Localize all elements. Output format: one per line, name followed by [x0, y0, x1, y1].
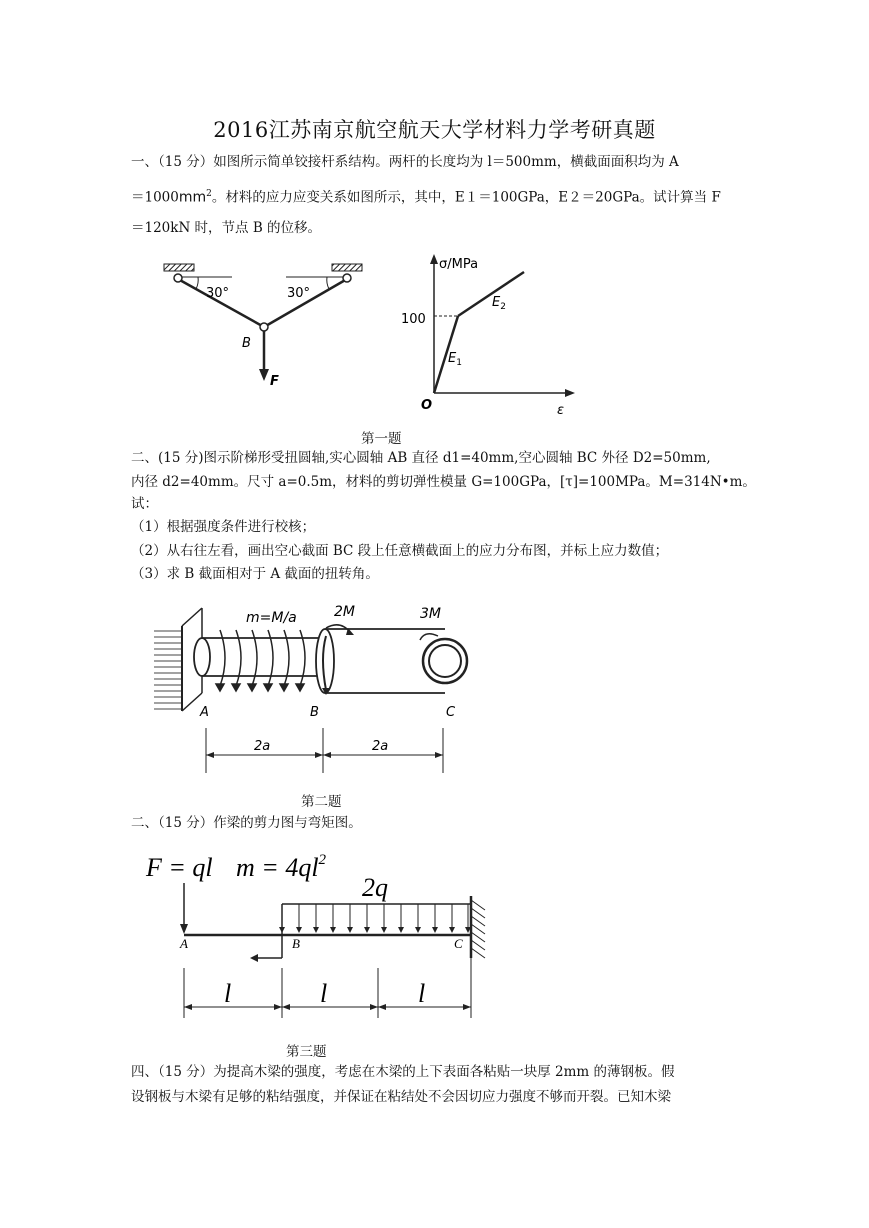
label-a: A [200, 705, 209, 720]
q2-item3: （3）求 B 截面相对于 A 截面的扭转角。 [131, 566, 379, 582]
distributed-load [282, 904, 468, 931]
force-label: F [270, 374, 279, 389]
q2-caption: 第二题 [301, 794, 342, 810]
label-a: A [180, 936, 188, 951]
label-b: B [310, 705, 319, 720]
shaft-figure [150, 598, 480, 783]
fixed-wall [471, 900, 485, 958]
moment-c-label: 3M [420, 606, 441, 622]
q1-line1: 一、（15 分）如图所示简单铰接杆系结构。两杆的长度均为 l＝500mm，横截面面积均为 A [131, 154, 679, 170]
page-title: 2016江苏南京航空航天大学材料力学考研真题 [213, 118, 656, 142]
e2-segment [458, 272, 524, 316]
truss-figure [150, 255, 370, 400]
moment-label: $m = 4ql^2$ [236, 852, 327, 882]
q2-line2: 内径 d2=40mm。尺寸 a=0.5m，材料的剪切弹性模量 G=100GPa，[τ]=100MPa。M=314N•m。 [131, 474, 756, 490]
pin-left [174, 274, 182, 282]
right-support [332, 264, 362, 271]
y-value-label: 100 [401, 312, 426, 327]
dim-3: l [418, 979, 426, 1008]
force-arrowhead [259, 369, 269, 381]
load-label: 2q [362, 873, 388, 902]
force-label: F = ql [146, 853, 213, 882]
label-c: C [446, 705, 456, 720]
dist-load-label: m=M/a [246, 610, 297, 626]
q2-line3: 试： [131, 496, 158, 512]
pin-b [260, 323, 268, 331]
q4-line2: 设钢板与木梁有足够的粘结强度，并保证在粘结处不会因切应力强度不够而开裂。已知木梁 [131, 1089, 671, 1105]
q1-caption: 第一题 [361, 431, 402, 447]
stress-strain-figure [395, 248, 585, 420]
moment-c-arrow [420, 634, 438, 640]
q1-line3: ＝120kN 时，节点 B 的位移。 [131, 220, 322, 236]
q1-unit: mm [178, 189, 207, 206]
pin-right [343, 274, 351, 282]
x-axis-label: ε [557, 403, 565, 418]
angle-left-label: 30° [206, 286, 230, 301]
q2-item2: （2）从右往左看，画出空心截面 BC 段上任意横截面上的应力分布图，并标上应力数值； [131, 543, 669, 559]
q2-item1: （1）根据强度条件进行校核； [131, 519, 316, 535]
origin-label: O [421, 398, 433, 413]
label-c: C [454, 936, 463, 951]
dim-1: 2a [254, 739, 271, 754]
force-arrow [180, 924, 188, 934]
q1-line2a: ＝1000 [131, 189, 179, 206]
beam-figure [140, 838, 510, 1028]
shaft-bc-c-inner [429, 645, 461, 677]
distributed-torque [216, 630, 305, 691]
q4-line1: 四、（15 分）为提高木梁的强度，考虑在木梁的上下表面各粘贴一块厚 2mm 的薄钢板。假 [131, 1064, 675, 1080]
q2-line1: 二、(15 分)图示阶梯形受扭圆轴,实心圆轴 AB 直径 d1=40mm,空心圆轴 BC 外径 D2=50mm, [131, 450, 711, 466]
dim-2: 2a [372, 739, 389, 754]
e2-label: $E_2$ [492, 295, 506, 312]
moment-b-label: 2M [334, 604, 355, 620]
dim-2: l [320, 979, 328, 1008]
angle-right-label: 30° [287, 286, 311, 301]
q1-unit-sup: 2 [206, 189, 212, 199]
e1-label: $E_1$ [448, 351, 462, 368]
label-b: B [292, 936, 300, 951]
left-support [164, 264, 194, 271]
fixed-wall [154, 626, 182, 711]
q3-caption: 第三题 [286, 1044, 327, 1060]
node-b-label: B [242, 336, 251, 351]
y-axis-label: σ/MPa [439, 257, 479, 272]
dim-1: l [224, 979, 232, 1008]
shaft-ab-end [194, 638, 210, 676]
q1-line2 [131, 184, 741, 208]
q1-line2b: 。材料的应力应变关系如图所示，其中，E１＝100GPa，E２＝20GPa。试计算当 F [211, 189, 721, 206]
q3-line1: 二、（15 分）作梁的剪力图与弯矩图。 [131, 815, 362, 831]
